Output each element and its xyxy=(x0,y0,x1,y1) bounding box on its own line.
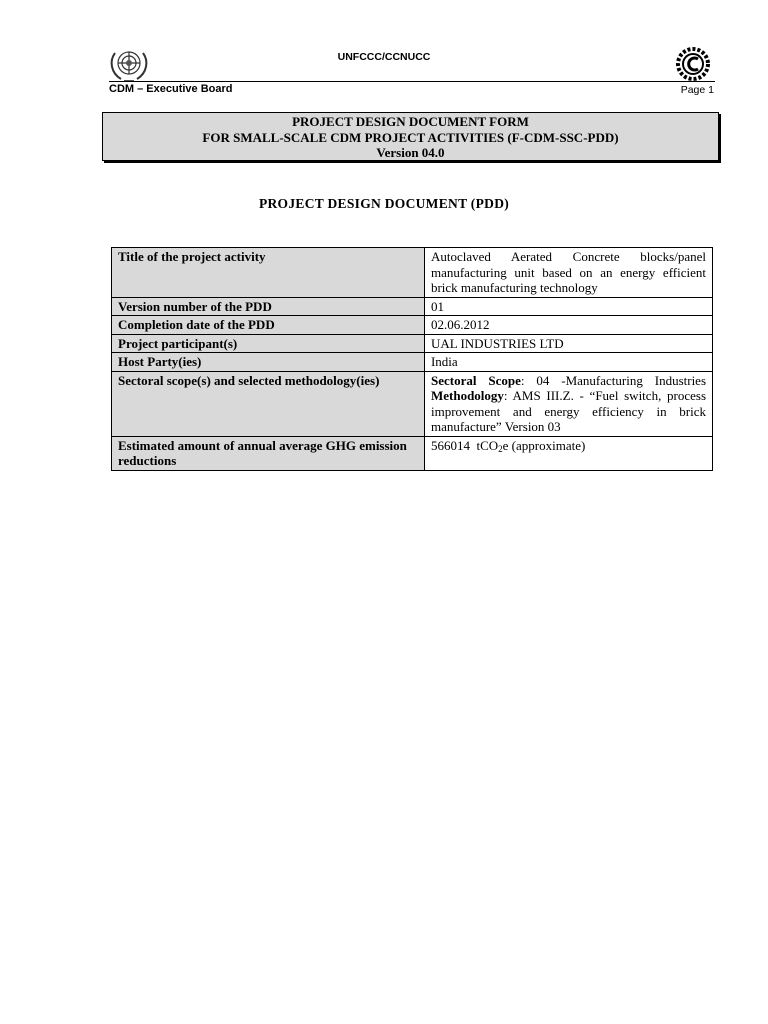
title-value: Autoclaved Aerated Concrete blocks/panel manufacturing unit based on an energy efficient brick manufacturing technology xyxy=(424,248,712,298)
project-info-table xyxy=(111,247,713,471)
table-row xyxy=(112,334,713,353)
ghg-label: Estimated amount of annual average GHG emission reductions xyxy=(112,436,425,470)
table-row xyxy=(112,353,713,372)
header-organization: UNFCCC/CCNUCC xyxy=(337,51,431,63)
methodology-key: Methodology xyxy=(430,388,504,403)
ghg-value xyxy=(424,436,712,470)
scope-label: Sectoral scope(s) and selected methodology(ies) xyxy=(112,371,425,436)
table-row xyxy=(112,248,713,298)
completion-value: 02.06.2012 xyxy=(424,316,712,335)
methodology-text: : AMS III.Z. - “Fuel switch, process improvement and energy efficiency in brick manufacture” Version 03 xyxy=(430,388,706,434)
table-row xyxy=(112,371,713,436)
document-title: PROJECT DESIGN DOCUMENT (PDD) xyxy=(258,196,510,211)
ghg-unit-suffix: e (approximate) xyxy=(502,437,586,453)
scope-text: : 04 -Manufacturing Industries xyxy=(520,372,707,388)
completion-label: Completion date of the PDD xyxy=(112,316,425,335)
title-label: Title of the project activity xyxy=(112,248,425,298)
form-title-line-2: FOR SMALL-SCALE CDM PROJECT ACTIVITIES (F-CDM-SSC-PDD) xyxy=(202,129,619,145)
participant-label: Project participant(s) xyxy=(112,334,425,353)
form-title-box xyxy=(102,112,719,161)
form-title-line-1: PROJECT DESIGN DOCUMENT FORM xyxy=(292,114,529,129)
version-value: 01 xyxy=(424,297,712,316)
scope-value xyxy=(424,371,712,436)
participant-value: UAL INDUSTRIES LTD xyxy=(424,334,712,353)
host-value: India xyxy=(424,353,712,372)
header-divider xyxy=(109,81,715,82)
header-board: CDM – Executive Board xyxy=(109,83,233,95)
version-label: Version number of the PDD xyxy=(112,297,425,316)
table-row xyxy=(112,436,713,470)
table-row xyxy=(112,297,713,316)
ghg-number: 566014 xyxy=(430,437,470,453)
ghg-unit-prefix: tCO xyxy=(476,437,499,453)
ghg-unit-subscript: 2 xyxy=(498,443,503,454)
scope-key: Sectoral Scope xyxy=(430,372,521,388)
form-title-version: Version 04.0 xyxy=(376,145,445,160)
host-label: Host Party(ies) xyxy=(112,353,425,372)
table-row xyxy=(112,316,713,335)
page-number: Page 1 xyxy=(680,84,714,96)
